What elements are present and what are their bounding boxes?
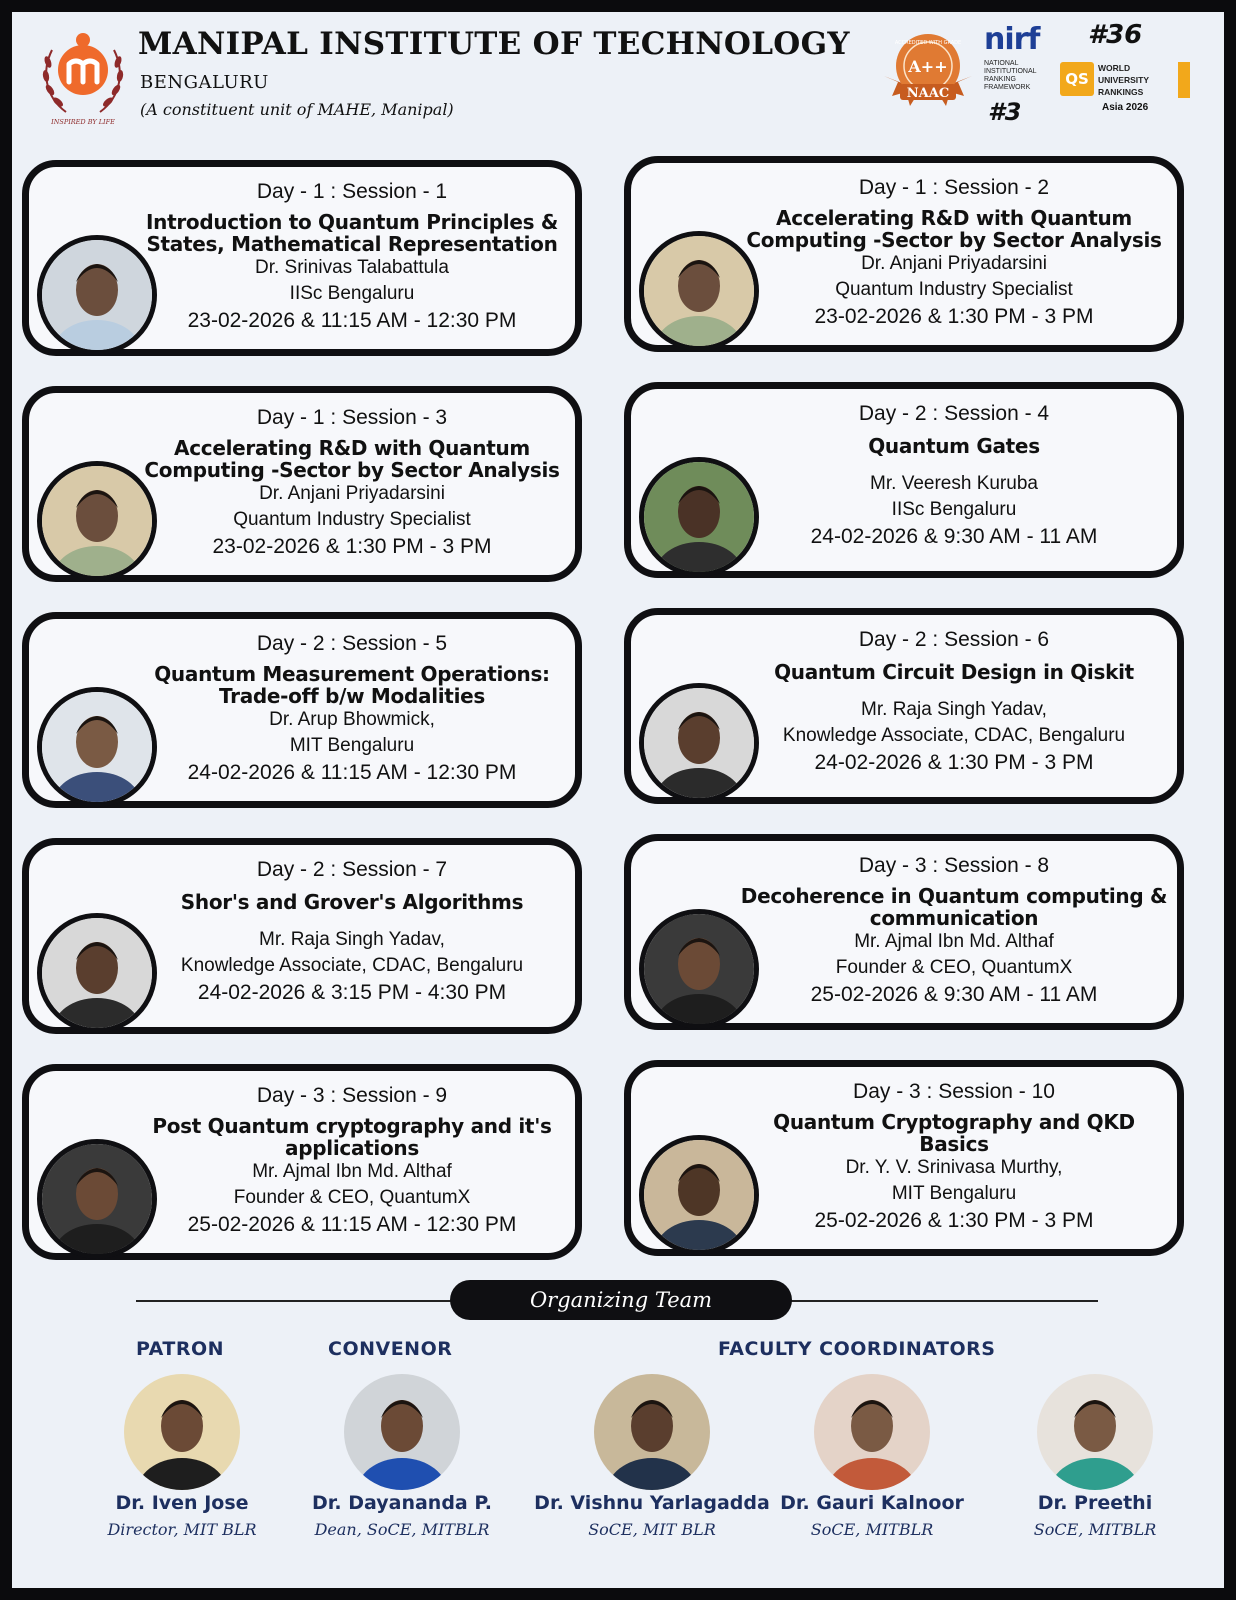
session-title: Quantum Gates xyxy=(868,434,1040,458)
nirf-rank: #3 xyxy=(988,98,1022,126)
speaker-name: Mr. Veeresh Kuruba xyxy=(870,473,1038,494)
session-day: Day - 2 : Session - 6 xyxy=(858,628,1050,651)
speaker-affiliation: Knowledge Associate, CDAC, Bengaluru xyxy=(180,955,524,976)
divider-right xyxy=(786,1300,1098,1302)
institute-subtitle: (A constituent unit of MAHE, Manipal) xyxy=(140,100,454,119)
session-day: Day - 1 : Session - 1 xyxy=(256,180,448,203)
qs-rank: #36 xyxy=(1088,20,1143,50)
speaker-name: Dr. Anjani Priyadarsini xyxy=(259,483,445,504)
session-time: 25-02-2026 & 9:30 AM - 11 AM xyxy=(810,983,1098,1006)
member-name: Dr. Vishnu Yarlagadda xyxy=(534,1492,770,1514)
session-text xyxy=(135,1083,569,1239)
session-title: Accelerating R&D with Quantum Computing -Sector by Sector Analysis xyxy=(746,206,1162,252)
role-patron: PATRON xyxy=(136,1338,225,1360)
session-card xyxy=(22,838,582,1034)
speaker-name: Mr. Ajmal Ibn Md. Althaf xyxy=(854,931,1054,952)
session-title: Decoherence in Quantum computing & communication xyxy=(740,884,1168,930)
session-day: Day - 3 : Session - 10 xyxy=(853,1080,1055,1103)
session-day: Day - 2 : Session - 5 xyxy=(256,632,448,655)
speaker-affiliation: Knowledge Associate, CDAC, Bengaluru xyxy=(782,725,1126,746)
svg-text:NAAC: NAAC xyxy=(906,86,950,101)
session-day: Day - 1 : Session - 3 xyxy=(256,406,448,429)
qs-logo: QS xyxy=(1060,62,1094,96)
session-text xyxy=(135,857,569,1007)
session-time: 25-02-2026 & 11:15 AM - 12:30 PM xyxy=(187,1213,517,1236)
institute-city: BENGALURU xyxy=(140,72,269,93)
speaker-name: Mr. Ajmal Ibn Md. Althaf xyxy=(252,1161,452,1182)
session-title: Shor's and Grover's Algorithms xyxy=(180,890,524,914)
speaker-name: Dr. Anjani Priyadarsini xyxy=(861,253,1047,274)
speaker-name: Dr. Srinivas Talabattula xyxy=(255,257,449,278)
member-designation: SoCE, MITBLR xyxy=(1033,1520,1157,1539)
speaker-affiliation: Founder & CEO, QuantumX xyxy=(835,957,1073,978)
session-day: Day - 3 : Session - 9 xyxy=(256,1084,448,1107)
poster-page xyxy=(12,12,1224,1588)
nirf-logo-text: nirf xyxy=(984,22,1040,57)
session-card xyxy=(624,834,1184,1030)
organizing-team-heading: Organizing Team xyxy=(450,1280,792,1320)
session-card xyxy=(22,612,582,808)
session-day: Day - 1 : Session - 2 xyxy=(858,176,1050,199)
qs-badge xyxy=(1060,20,1200,120)
session-day: Day - 2 : Session - 7 xyxy=(256,858,448,881)
speaker-affiliation: MIT Bengaluru xyxy=(891,1183,1017,1204)
session-text xyxy=(135,405,569,561)
session-card xyxy=(22,160,582,356)
session-card xyxy=(624,382,1184,578)
speaker-affiliation: Quantum Industry Specialist xyxy=(835,279,1073,300)
speaker-affiliation: IISc Bengaluru xyxy=(891,499,1017,520)
mit-logo xyxy=(38,30,128,128)
speaker-name: Dr. Y. V. Srinivasa Murthy, xyxy=(845,1157,1063,1178)
session-card xyxy=(624,156,1184,352)
speaker-affiliation: MIT Bengaluru xyxy=(289,735,415,756)
member-photo xyxy=(124,1374,240,1490)
role-faculty-coordinators: FACULTY COORDINATORS xyxy=(718,1338,996,1360)
institute-name: MANIPAL INSTITUTE OF TECHNOLOGY xyxy=(138,26,850,62)
session-text xyxy=(135,179,569,335)
speaker-name: Mr. Raja Singh Yadav, xyxy=(861,699,1047,720)
member-designation: Dean, SoCE, MITBLR xyxy=(314,1520,490,1539)
speaker-affiliation: IISc Bengaluru xyxy=(289,283,415,304)
nirf-badge xyxy=(980,22,1052,134)
session-day: Day - 2 : Session - 4 xyxy=(858,402,1050,425)
member-name: Dr. Preethi xyxy=(1037,1492,1153,1514)
member-photo xyxy=(814,1374,930,1490)
session-title: Quantum Cryptography and QKD Basics xyxy=(773,1110,1135,1156)
member-photo xyxy=(594,1374,710,1490)
svg-text:ACCREDITED WITH GRADE: ACCREDITED WITH GRADE xyxy=(894,40,962,46)
session-title: Quantum Measurement Operations: Trade-off b/w Modalities xyxy=(154,662,550,708)
session-title: Quantum Circuit Design in Qiskit xyxy=(774,660,1134,684)
nirf-full-name: NATIONAL INSTITUTIONAL RANKING FRAMEWORK xyxy=(984,60,1037,91)
svg-text:INSPIRED BY LIFE: INSPIRED BY LIFE xyxy=(51,118,115,126)
session-time: 23-02-2026 & 11:15 AM - 12:30 PM xyxy=(187,309,517,332)
session-time: 24-02-2026 & 1:30 PM - 3 PM xyxy=(814,751,1094,774)
member-designation: SoCE, MITBLR xyxy=(810,1520,934,1539)
naac-badge xyxy=(880,32,976,110)
svg-text:A++: A++ xyxy=(908,57,948,76)
qs-ranking-label: WORLD UNIVERSITY RANKINGS xyxy=(1098,62,1190,98)
member-name: Dr. Iven Jose xyxy=(115,1492,249,1514)
speaker-name: Dr. Arup Bhowmick, xyxy=(269,709,435,730)
session-text xyxy=(737,175,1171,331)
session-time: 23-02-2026 & 1:30 PM - 3 PM xyxy=(814,305,1094,328)
session-title: Post Quantum cryptography and it's applications xyxy=(152,1114,552,1160)
session-card xyxy=(22,386,582,582)
role-convenor: CONVENOR xyxy=(328,1338,453,1360)
session-text xyxy=(737,853,1171,1009)
member-name: Dr. Dayananda P. xyxy=(311,1492,493,1514)
session-title: Accelerating R&D with Quantum Computing -Sector by Sector Analysis xyxy=(144,436,560,482)
member-designation: Director, MIT BLR xyxy=(107,1520,257,1539)
session-time: 24-02-2026 & 11:15 AM - 12:30 PM xyxy=(187,761,517,784)
session-card xyxy=(22,1064,582,1260)
session-time: 24-02-2026 & 3:15 PM - 4:30 PM xyxy=(197,981,507,1004)
session-text xyxy=(135,631,569,787)
divider-left xyxy=(136,1300,456,1302)
session-time: 25-02-2026 & 1:30 PM - 3 PM xyxy=(814,1209,1094,1232)
session-title: Introduction to Quantum Principles & States, Mathematical Representation xyxy=(145,210,559,256)
session-card xyxy=(624,1060,1184,1256)
member-photo xyxy=(1037,1374,1153,1490)
session-day: Day - 3 : Session - 8 xyxy=(858,854,1050,877)
member-photo xyxy=(344,1374,460,1490)
member-name: Dr. Gauri Kalnoor xyxy=(780,1492,964,1514)
session-card xyxy=(624,608,1184,804)
session-text xyxy=(737,627,1171,777)
session-time: 24-02-2026 & 9:30 AM - 11 AM xyxy=(810,525,1098,548)
session-time: 23-02-2026 & 1:30 PM - 3 PM xyxy=(212,535,492,558)
session-text xyxy=(737,401,1171,551)
member-designation: SoCE, MIT BLR xyxy=(588,1520,716,1539)
qs-region: Asia 2026 xyxy=(1102,102,1149,113)
session-text xyxy=(737,1079,1171,1235)
speaker-name: Mr. Raja Singh Yadav, xyxy=(259,929,445,950)
speaker-affiliation: Founder & CEO, QuantumX xyxy=(233,1187,471,1208)
speaker-affiliation: Quantum Industry Specialist xyxy=(233,509,471,530)
